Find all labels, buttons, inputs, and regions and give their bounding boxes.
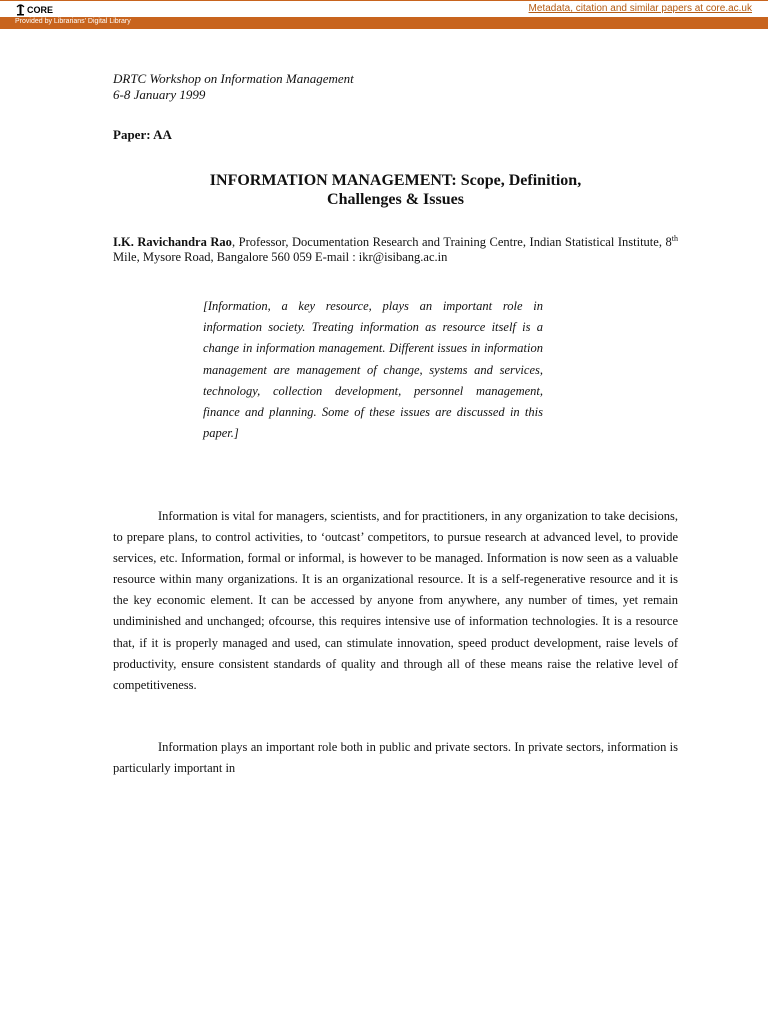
core-metadata-link[interactable]: Metadata, citation and similar papers at core.ac.uk: [528, 3, 752, 14]
core-logo[interactable]: [16, 1, 53, 18]
abstract: [Information, a key resource, plays an important role in information society. Treating information as resource itself is a change in information management. Different issues in information management are management of change, systems and services, technology, collection development, personnel management, finance and planning. Some of these issues are discussed in this paper.]: [203, 299, 543, 441]
core-provided-text: Provided by Librarians' Digital Library: [15, 18, 131, 25]
workshop-date: 6-8 January 1999: [113, 87, 206, 102]
author-affiliation: , Professor, Documentation Research and Training Centre, Indian Statistical Institute, 8: [231, 235, 672, 249]
core-banner: [0, 0, 768, 17]
paper-title: [113, 171, 678, 209]
author-name: I.K. Ravichandra Rao: [113, 235, 232, 249]
author-address-email: Mile, Mysore Road, Bangalore 560 059 E-mail : ikr@isibang.ac.in: [113, 250, 448, 264]
author-block: [113, 235, 678, 265]
core-logo-icon: [16, 4, 25, 16]
paper-title-line1: INFORMATION MANAGEMENT: Scope, Definition,: [209, 172, 582, 189]
body-paragraph-2: Information plays an important role both in public and private sectors. In private sectors, information is particularly important in: [113, 740, 678, 776]
ordinal-superscript: th: [671, 233, 678, 243]
workshop-header: [113, 71, 354, 103]
paper-label: Paper: AA: [113, 127, 172, 142]
workshop-name: DRTC Workshop on Information Management: [113, 71, 354, 86]
paper-title-line2: Challenges & Issues: [327, 191, 464, 208]
core-logo-text: CORE: [27, 4, 54, 15]
body-paragraph-1: Information is vital for managers, scientists, and for practitioners, in any organization to take decisions, to prepare plans, to control activities, to ‘outcast’ competitors, to pursue research at advanced level, to provide services, etc. Information, formal or informal, is however to be managed. Information is now seen as a valuable resource within many organizations. It is an organizational resource. It is a self-regenerative resource and it is the key economic element. It can be accessed by anyone from anywhere, any number of times, yet remain undiminished and unchanged; ofcourse, this requires intensive use of information technologies. It is a resource that, if it is properly managed and used, can stimulate innovation, speed product development, raise levels of productivity, ensure consistent standards of quality and through all of these means raise the relative level of competitiveness.: [113, 509, 678, 692]
